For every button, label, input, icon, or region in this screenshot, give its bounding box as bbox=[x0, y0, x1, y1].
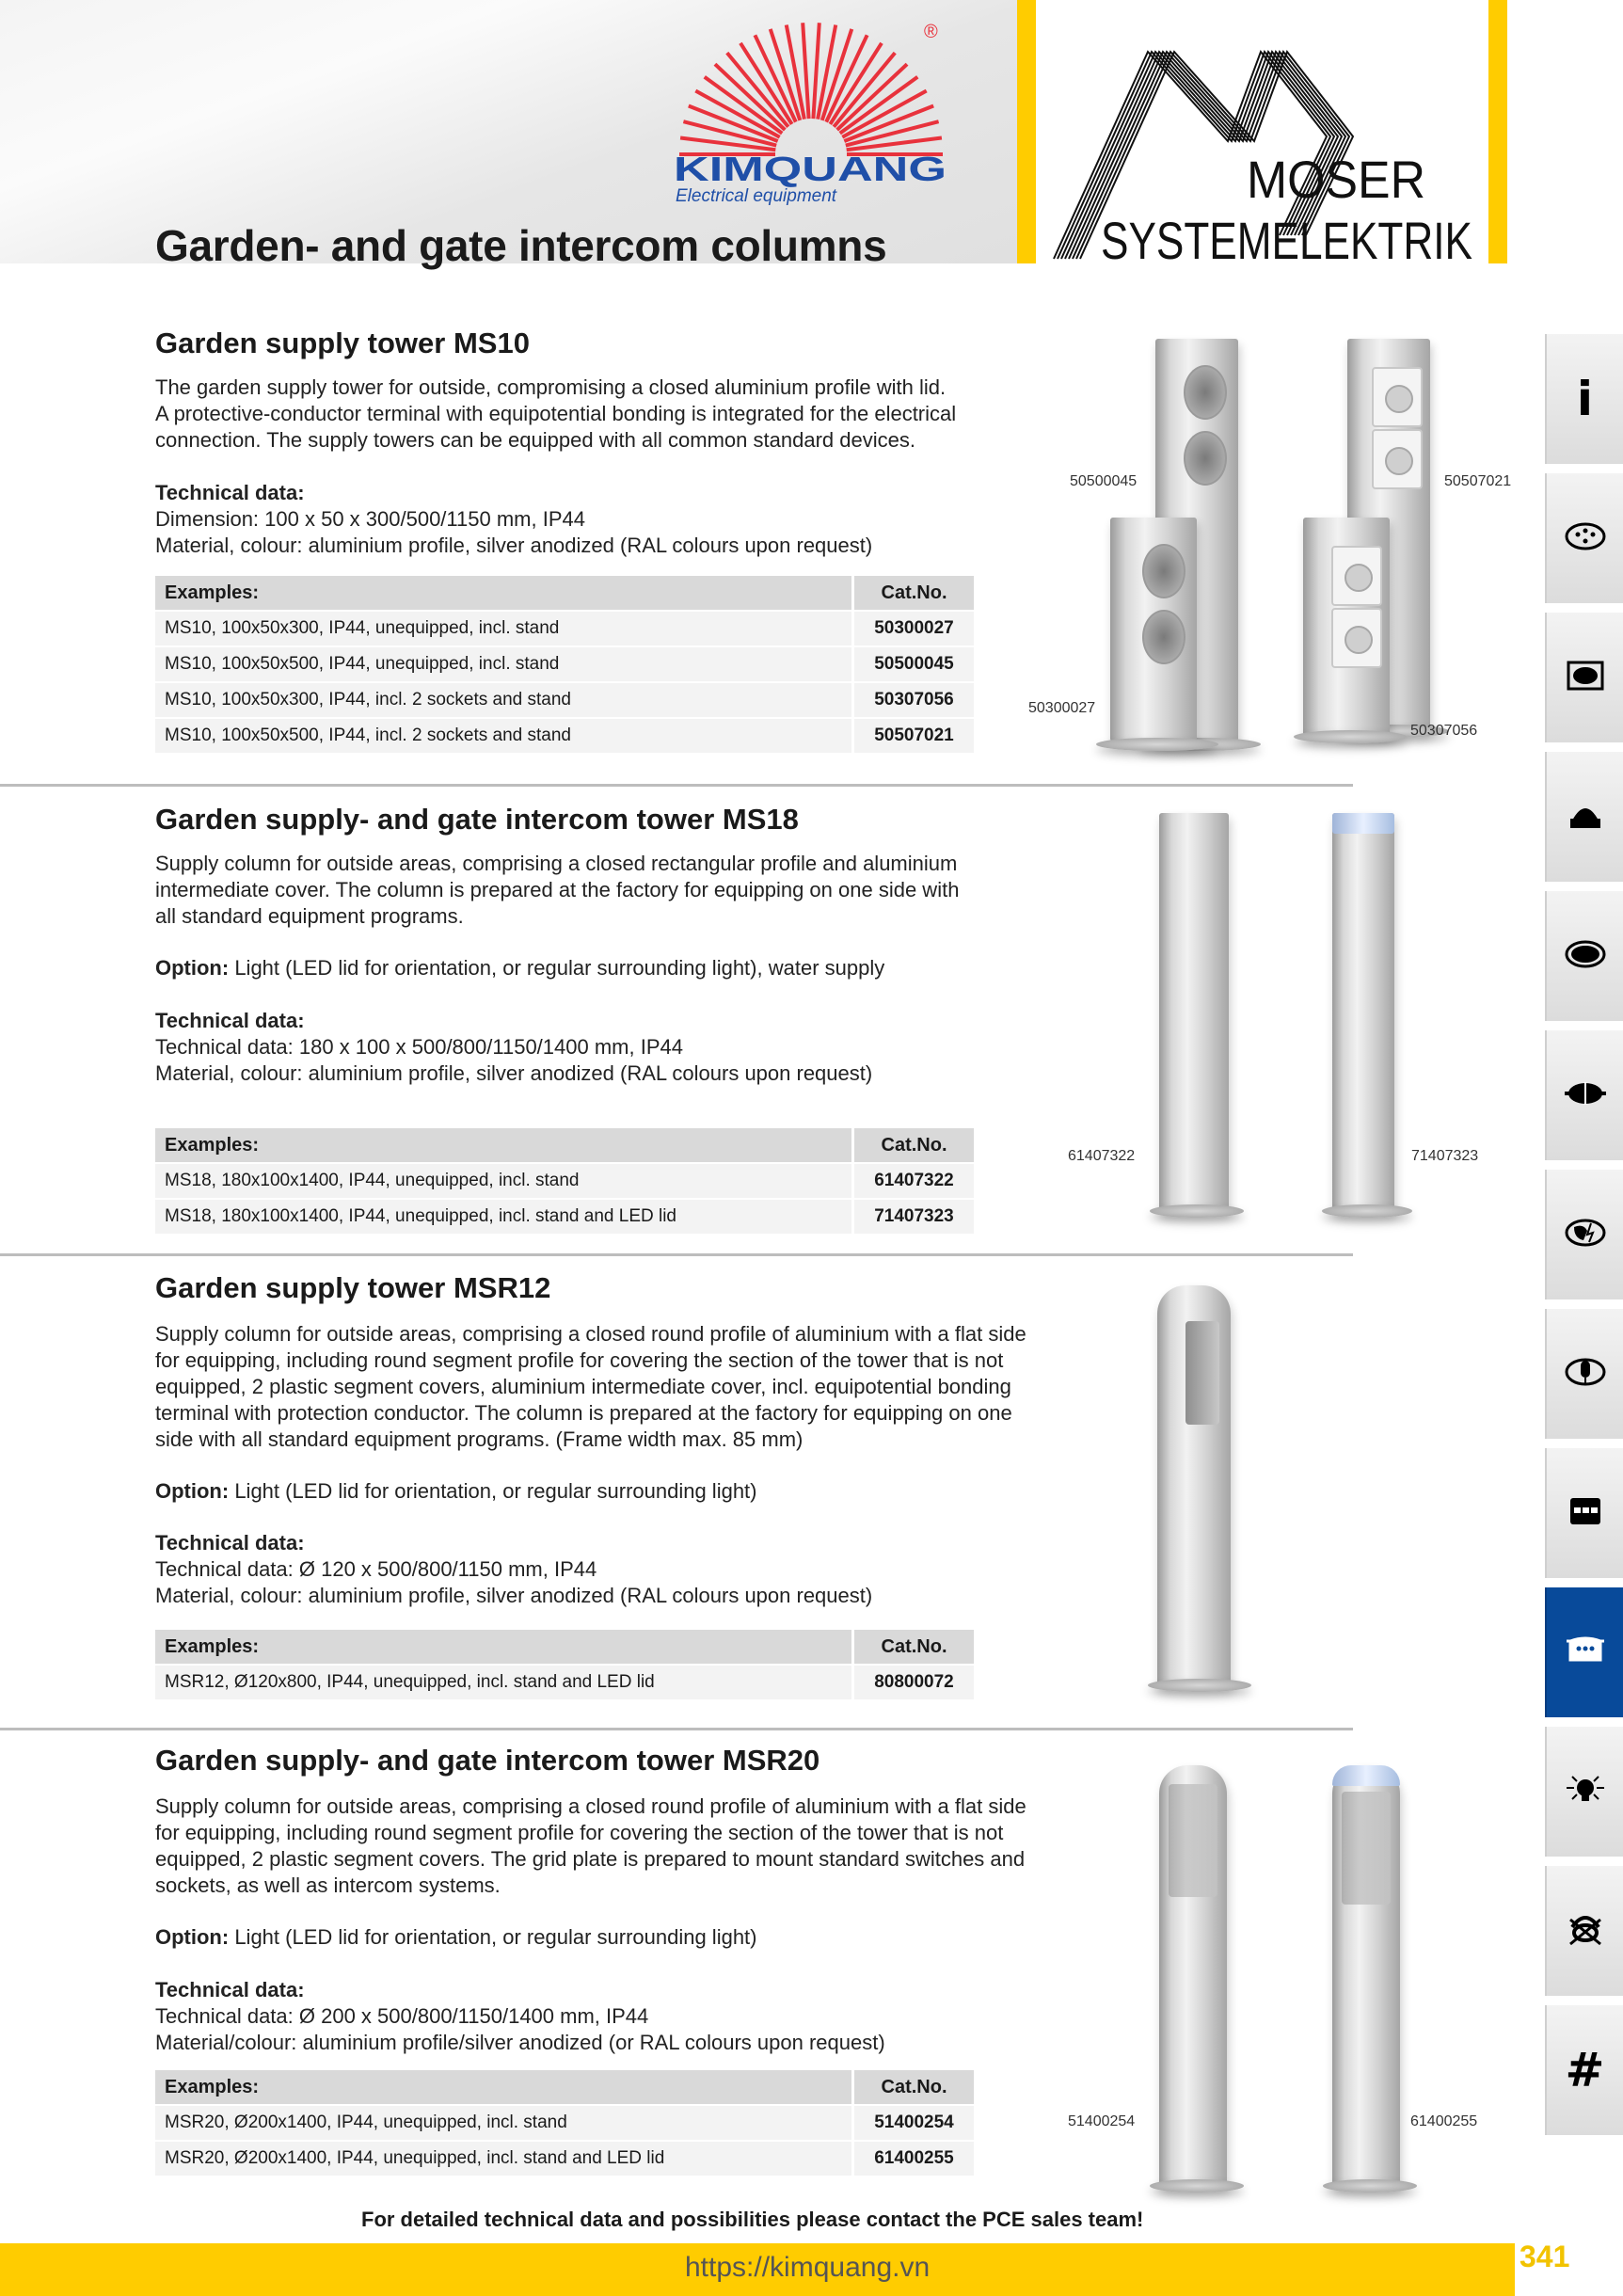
kimquang-logo bbox=[670, 13, 952, 211]
section-divider bbox=[0, 1253, 1353, 1256]
example-cell: MSR12, Ø120x800, IP44, unequipped, incl. stand and LED lid bbox=[155, 1666, 851, 1701]
description-line: sockets, as well as intercom systems. bbox=[155, 1873, 501, 1897]
description-line: equipped, 2 plastic segment covers, aluminium intermediate cover, incl. equipotential bonding bbox=[155, 1375, 1011, 1398]
sidebar-tab-round-socket[interactable] bbox=[1545, 891, 1623, 1021]
sidebar-tab-outdoor-column[interactable] bbox=[1545, 1587, 1623, 1717]
cat-no-cell: 50307056 bbox=[851, 683, 974, 719]
tech-data-line: Material, colour: aluminium profile, silver anodized (RAL colours upon request) bbox=[155, 534, 873, 557]
section-divider bbox=[0, 1728, 1353, 1730]
tech-data-line: Material, colour: aluminium profile, silver anodized (RAL colours upon request) bbox=[155, 1061, 873, 1085]
product-label: 50300027 bbox=[1028, 700, 1096, 716]
column-header: Cat.No. bbox=[851, 576, 974, 612]
description-line: all standard equipment programs. bbox=[155, 904, 464, 928]
column-header: Examples: bbox=[155, 2070, 851, 2106]
examples-table bbox=[155, 576, 974, 755]
cat-no-cell: 50507021 bbox=[851, 719, 974, 755]
product-image-tower bbox=[1332, 1765, 1400, 2187]
description-line: intermediate cover. The column is prepared at the factory for equipping on one side with bbox=[155, 878, 960, 901]
cat-no-cell: 51400254 bbox=[851, 2106, 974, 2142]
tech-data-label: Technical data: bbox=[155, 1978, 305, 2001]
product-image-tower bbox=[1157, 1285, 1231, 1686]
tech-data-label: Technical data: bbox=[155, 481, 305, 504]
sidebar-tab-index-hash[interactable] bbox=[1545, 2005, 1623, 2135]
microphone-icon bbox=[1563, 1349, 1608, 1399]
svg-text:®: ® bbox=[924, 22, 938, 42]
schuko-plug-icon bbox=[1563, 1071, 1608, 1121]
option-text: Light (LED lid for orientation, or regular surrounding light), water supply bbox=[229, 956, 885, 980]
description-line: side with all standard equipment programs. (Frame width max. 85 mm) bbox=[155, 1427, 804, 1451]
tech-data-line: Technical data: 180 x 100 x 500/800/1150/1400 mm, IP44 bbox=[155, 1035, 683, 1059]
table-row bbox=[155, 647, 974, 683]
option-text: Light (LED lid for orientation, or regular surrounding light) bbox=[229, 1479, 757, 1503]
tower-stand bbox=[1323, 2179, 1417, 2192]
section-divider bbox=[0, 784, 1353, 787]
tower-stand bbox=[1294, 730, 1407, 743]
table-row bbox=[155, 1164, 974, 1200]
sidebar-tab-cable-reel[interactable] bbox=[1545, 1866, 1623, 1996]
cat-no-cell: 80800072 bbox=[851, 1666, 974, 1701]
column-header: Examples: bbox=[155, 576, 851, 612]
index-hash-icon: # bbox=[1565, 2043, 1605, 2097]
tech-data-line: Material, colour: aluminium profile, silver anodized (RAL colours upon request) bbox=[155, 1584, 873, 1607]
footer-note: For detailed technical data and possibilities please contact the PCE sales team! bbox=[361, 2208, 1144, 2231]
product-label: 71407323 bbox=[1411, 1148, 1479, 1164]
cat-no-cell: 50300027 bbox=[851, 612, 974, 647]
example-cell: MS10, 100x50x500, IP44, unequipped, incl. stand bbox=[155, 647, 851, 683]
product-label: 50507021 bbox=[1444, 473, 1512, 489]
product-label: 50307056 bbox=[1410, 723, 1478, 739]
surge-protection-icon bbox=[1563, 1210, 1608, 1260]
description-line: terminal with protection conductor. The column is prepared at the factory for equipping on one bbox=[155, 1401, 1012, 1425]
light-bulb-icon bbox=[1563, 1767, 1608, 1817]
examples-table bbox=[155, 1128, 974, 1236]
description-line: for equipping, including round segment profile for covering the section of the tower that is not bbox=[155, 1348, 1004, 1372]
panel-socket-icon bbox=[1563, 653, 1608, 703]
cat-no-cell: 61407322 bbox=[851, 1164, 974, 1200]
description-line: connection. The supply towers can be equipped with all common standard devices. bbox=[155, 428, 915, 452]
description-line: equipped, 2 plastic segment covers. The grid plate is prepared to mount standard switches and bbox=[155, 1847, 1026, 1871]
example-cell: MS10, 100x50x300, IP44, unequipped, incl. stand bbox=[155, 612, 851, 647]
svg-text:SYSTEMELEKTRIK: SYSTEMELEKTRIK bbox=[1101, 211, 1472, 270]
cat-no-cell: 50500045 bbox=[851, 647, 974, 683]
tech-data-line: Material/colour: aluminium profile/silver anodized (or RAL colours upon request) bbox=[155, 2031, 885, 2054]
page-number: 341 bbox=[1520, 2240, 1570, 2273]
tech-data-line: Technical data: Ø 200 x 500/800/1150/1400 mm, IP44 bbox=[155, 2004, 649, 2028]
tower-stand bbox=[1148, 1679, 1251, 1692]
watermark: https://kimquang.vn bbox=[685, 2252, 931, 2283]
product-label: 51400254 bbox=[1068, 2113, 1136, 2129]
table-row bbox=[155, 1200, 974, 1236]
column-header: Cat.No. bbox=[851, 1630, 974, 1666]
section-msr12 bbox=[155, 1272, 1026, 1609]
table-row bbox=[155, 1666, 974, 1701]
example-cell: MS18, 180x100x1400, IP44, unequipped, incl. stand bbox=[155, 1164, 851, 1200]
description-line: The garden supply tower for outside, compromising a closed aluminium profile with lid. bbox=[155, 375, 947, 399]
option-line bbox=[155, 1924, 1026, 1951]
distribution-box-icon bbox=[1563, 1489, 1608, 1539]
section-msr20 bbox=[155, 1745, 1026, 2056]
product-image-tower bbox=[1110, 518, 1197, 741]
section-title: Garden supply tower MSR12 bbox=[155, 1271, 551, 1304]
tech-data-line: Dimension: 100 x 50 x 300/500/1150 mm, IP44 bbox=[155, 507, 585, 531]
tech-data-line: Technical data: Ø 120 x 500/800/1150 mm, IP44 bbox=[155, 1557, 597, 1581]
example-cell: MS10, 100x50x300, IP44, incl. 2 sockets and stand bbox=[155, 683, 851, 719]
tower-stand bbox=[1150, 1204, 1244, 1218]
sidebar-tab-schuko-plug[interactable] bbox=[1545, 1030, 1623, 1160]
option-text: Light (LED lid for orientation, or regular surrounding light) bbox=[229, 1925, 757, 1949]
example-cell: MS10, 100x50x500, IP44, incl. 2 sockets and stand bbox=[155, 719, 851, 755]
round-socket-icon bbox=[1563, 932, 1608, 981]
header-accent-bar bbox=[1488, 0, 1507, 263]
sidebar-tab-panel-socket[interactable] bbox=[1545, 613, 1623, 742]
lock-socket-icon bbox=[1563, 792, 1608, 842]
examples-table bbox=[155, 2070, 974, 2177]
sidebar-tab-light-bulb[interactable] bbox=[1545, 1727, 1623, 1857]
description-line: Supply column for outside areas, comprising a closed round profile of aluminium with a flat side bbox=[155, 1794, 1026, 1818]
table-row bbox=[155, 612, 974, 647]
svg-text:KIMQUANG: KIMQUANG bbox=[674, 150, 947, 188]
product-label: 50500045 bbox=[1070, 473, 1138, 489]
option-label: Option: bbox=[155, 956, 230, 980]
description-line: for equipping, including round segment profile for covering the section of the tower that is not bbox=[155, 1821, 1004, 1844]
examples-table bbox=[155, 1630, 974, 1701]
tower-stand bbox=[1322, 1204, 1412, 1218]
section-title: Garden supply- and gate intercom tower MS18 bbox=[155, 803, 799, 836]
sidebar-tab-lock-socket[interactable] bbox=[1545, 752, 1623, 882]
description-line: Supply column for outside areas, comprising a closed rectangular profile and aluminium bbox=[155, 852, 958, 875]
example-cell: MS18, 180x100x1400, IP44, unequipped, incl. stand and LED lid bbox=[155, 1200, 851, 1236]
sidebar-tab-info[interactable] bbox=[1545, 334, 1623, 464]
example-cell: MSR20, Ø200x1400, IP44, unequipped, incl. stand and LED lid bbox=[155, 2142, 851, 2177]
page-title: Garden- and gate intercom columns bbox=[155, 221, 887, 270]
tech-data-label: Technical data: bbox=[155, 1009, 305, 1032]
option-label: Option: bbox=[155, 1479, 230, 1503]
header-accent-bar bbox=[1017, 0, 1036, 263]
product-image-tower bbox=[1332, 813, 1394, 1212]
sidebar-tab-surge-protection[interactable] bbox=[1545, 1170, 1623, 1299]
cat-no-cell: 61400255 bbox=[851, 2142, 974, 2177]
section-ms18 bbox=[155, 804, 959, 1087]
column-header: Cat.No. bbox=[851, 2070, 974, 2106]
section-ms10 bbox=[155, 327, 956, 559]
tower-stand bbox=[1150, 2179, 1244, 2192]
option-label: Option: bbox=[155, 1925, 230, 1949]
table-row bbox=[155, 2142, 974, 2177]
option-line bbox=[155, 955, 959, 981]
option-line bbox=[155, 1478, 1026, 1505]
description-line: A protective-conductor terminal with equipotential bonding is integrated for the electrical bbox=[155, 402, 957, 425]
column-header: Examples: bbox=[155, 1630, 851, 1666]
product-image-tower bbox=[1159, 1765, 1227, 2187]
example-cell: MSR20, Ø200x1400, IP44, unequipped, incl. stand bbox=[155, 2106, 851, 2142]
cat-no-cell: 71407323 bbox=[851, 1200, 974, 1236]
product-image-tower bbox=[1159, 813, 1229, 1212]
sidebar-tab-microphone[interactable] bbox=[1545, 1309, 1623, 1439]
outdoor-column-icon bbox=[1563, 1628, 1608, 1678]
section-title: Garden supply tower MS10 bbox=[155, 327, 530, 359]
cee-socket-icon bbox=[1563, 514, 1608, 564]
info-icon: i bbox=[1576, 372, 1594, 426]
table-row bbox=[155, 2106, 974, 2142]
product-image-tower bbox=[1303, 518, 1390, 736]
description-line: Supply column for outside areas, comprising a closed round profile of aluminium with a flat side bbox=[155, 1322, 1026, 1346]
svg-text:MOSER: MOSER bbox=[1247, 150, 1425, 209]
sidebar-tab-distribution-box[interactable] bbox=[1545, 1448, 1623, 1578]
tower-stand bbox=[1096, 738, 1218, 751]
sidebar-tab-cee-socket[interactable] bbox=[1545, 473, 1623, 603]
column-header: Examples: bbox=[155, 1128, 851, 1164]
tech-data-label: Technical data: bbox=[155, 1531, 305, 1555]
table-row bbox=[155, 719, 974, 755]
svg-text:Electrical equipment: Electrical equipment bbox=[676, 186, 837, 206]
product-label: 61400255 bbox=[1410, 2113, 1478, 2129]
moser-systemelektrik-logo bbox=[1044, 47, 1487, 270]
table-row bbox=[155, 683, 974, 719]
cable-reel-icon bbox=[1563, 1906, 1608, 1956]
column-header: Cat.No. bbox=[851, 1128, 974, 1164]
product-label: 61407322 bbox=[1068, 1148, 1136, 1164]
section-title: Garden supply- and gate intercom tower MSR20 bbox=[155, 1744, 820, 1777]
